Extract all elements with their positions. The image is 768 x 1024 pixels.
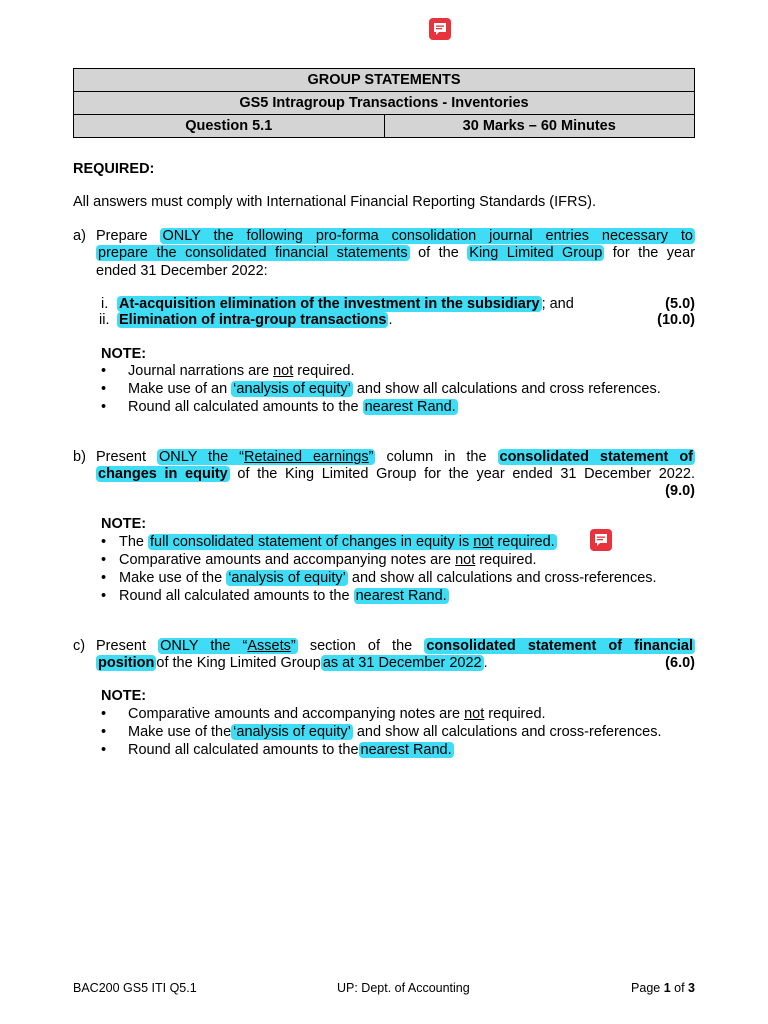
- note-item: Make use of the ‘analysis of equity’ and show all calculations and cross-references.: [119, 570, 657, 586]
- highlight[interactable]: position: [98, 655, 155, 671]
- highlight[interactable]: full consolidated statement of changes in equity is not required.: [150, 534, 555, 550]
- highlight[interactable]: nearest Rand.: [355, 588, 447, 604]
- header-table: [73, 68, 695, 138]
- bullet: •: [101, 399, 107, 415]
- note-item: Round all calculated amounts to the nearest Rand.: [128, 399, 456, 415]
- item-i: At-acquisition elimination of the investment in the subsidiary ; and: [119, 296, 574, 312]
- part-a-line3: ended 31 December 2022:: [96, 263, 268, 279]
- bullet: •: [101, 381, 107, 397]
- highlight[interactable]: nearest Rand.: [364, 399, 456, 415]
- highlight[interactable]: ‘analysis of equity’: [233, 381, 351, 397]
- bullet: •: [101, 706, 107, 722]
- note-heading: NOTE:: [101, 346, 147, 362]
- bullet: •: [101, 742, 107, 758]
- intro-text: All answers must comply with International Financial Reporting Standards (IFRS).: [73, 194, 597, 210]
- bullet: •: [101, 534, 107, 550]
- footer-code: BAC200 GS5 ITI Q5.1: [73, 981, 197, 995]
- highlight[interactable]: changes in equity: [98, 466, 228, 482]
- item-ii: Elimination of intra-group transactions .: [119, 312, 393, 328]
- header-title: GROUP STATEMENTS: [74, 69, 695, 92]
- part-b-line1: Present ONLY the “Retained earnings” column in the consolidated statement of: [96, 449, 694, 465]
- highlight[interactable]: as at 31 December 2022: [322, 655, 482, 671]
- highlight[interactable]: ‘analysis of equity’: [233, 724, 351, 740]
- note-heading: NOTE:: [101, 688, 147, 704]
- part-a-label: a): [73, 228, 86, 244]
- highlight[interactable]: King Limited Group: [469, 245, 603, 261]
- note-item: Round all calculated amounts to the nearest Rand.: [128, 742, 452, 758]
- part-a-line1: Prepare ONLY the following pro-forma consolidation journal entries necessary to: [96, 228, 693, 244]
- footer-department: UP: Dept. of Accounting: [337, 981, 470, 995]
- item-i-marks: (5.0): [665, 296, 695, 312]
- bullet: •: [101, 570, 107, 586]
- page-number: Page 1 of 3: [631, 981, 695, 995]
- question-marks: 30 Marks – 60 Minutes: [384, 115, 695, 138]
- bullet: •: [101, 552, 107, 568]
- question-number: Question 5.1: [74, 115, 385, 138]
- highlight[interactable]: ONLY the following pro-forma consolidation journal entries necessary to: [162, 228, 693, 244]
- bullet: •: [101, 588, 107, 604]
- bullet: •: [101, 363, 107, 379]
- highlight[interactable]: consolidated statement of: [499, 449, 694, 465]
- part-b-marks: (9.0): [665, 483, 695, 499]
- highlight[interactable]: nearest Rand.: [360, 742, 452, 758]
- highlight[interactable]: At-acquisition elimination of the investment in the subsidiary: [119, 296, 540, 312]
- note-item: Round all calculated amounts to the nearest Rand.: [119, 588, 447, 604]
- part-a-line2: prepare the consolidated financial statements of the King Limited Group for the year: [98, 245, 696, 261]
- highlight[interactable]: consolidated statement of financial: [426, 638, 694, 654]
- highlight[interactable]: ONLY the “Retained earnings”: [158, 449, 374, 465]
- note-item: The full consolidated statement of changes in equity is not required.: [119, 534, 555, 550]
- note-item: Make use of the ‘analysis of equity’ and show all calculations and cross-references.: [128, 724, 662, 740]
- note-item: Journal narrations are not required.: [128, 363, 355, 379]
- item-ii-label: ii.: [99, 312, 110, 328]
- highlight[interactable]: ‘analysis of equity’: [228, 570, 346, 586]
- note-item: Make use of an ‘analysis of equity’ and show all calculations and cross references.: [128, 381, 661, 397]
- highlight[interactable]: ONLY the “Assets”: [160, 638, 296, 654]
- part-c-line2: position of the King Limited Group as at 31 December 2022 .: [98, 655, 488, 671]
- highlight[interactable]: prepare the consolidated financial statements: [98, 245, 408, 261]
- item-ii-marks: (10.0): [657, 312, 695, 328]
- highlight[interactable]: Elimination of intra-group transactions: [119, 312, 387, 328]
- note-item: Comparative amounts and accompanying notes are not required.: [119, 552, 537, 568]
- item-i-label: i.: [101, 296, 109, 312]
- header-subtitle: GS5 Intragroup Transactions - Inventories: [74, 92, 695, 115]
- note-heading: NOTE:: [101, 516, 147, 532]
- note-item: Comparative amounts and accompanying notes are not required.: [128, 706, 546, 722]
- part-c-line1: Present ONLY the “Assets” section of the consolidated statement of financial: [96, 638, 694, 654]
- comment-icon[interactable]: [429, 18, 451, 40]
- required-heading: REQUIRED:: [73, 161, 155, 177]
- comment-icon[interactable]: [590, 529, 612, 551]
- part-b-label: b): [73, 449, 86, 465]
- part-b-line2: changes in equity of the King Limited Group for the year ended 31 December 2022.: [98, 466, 695, 482]
- part-c-marks: (6.0): [665, 655, 695, 671]
- bullet: •: [101, 724, 107, 740]
- part-c-label: c): [73, 638, 86, 654]
